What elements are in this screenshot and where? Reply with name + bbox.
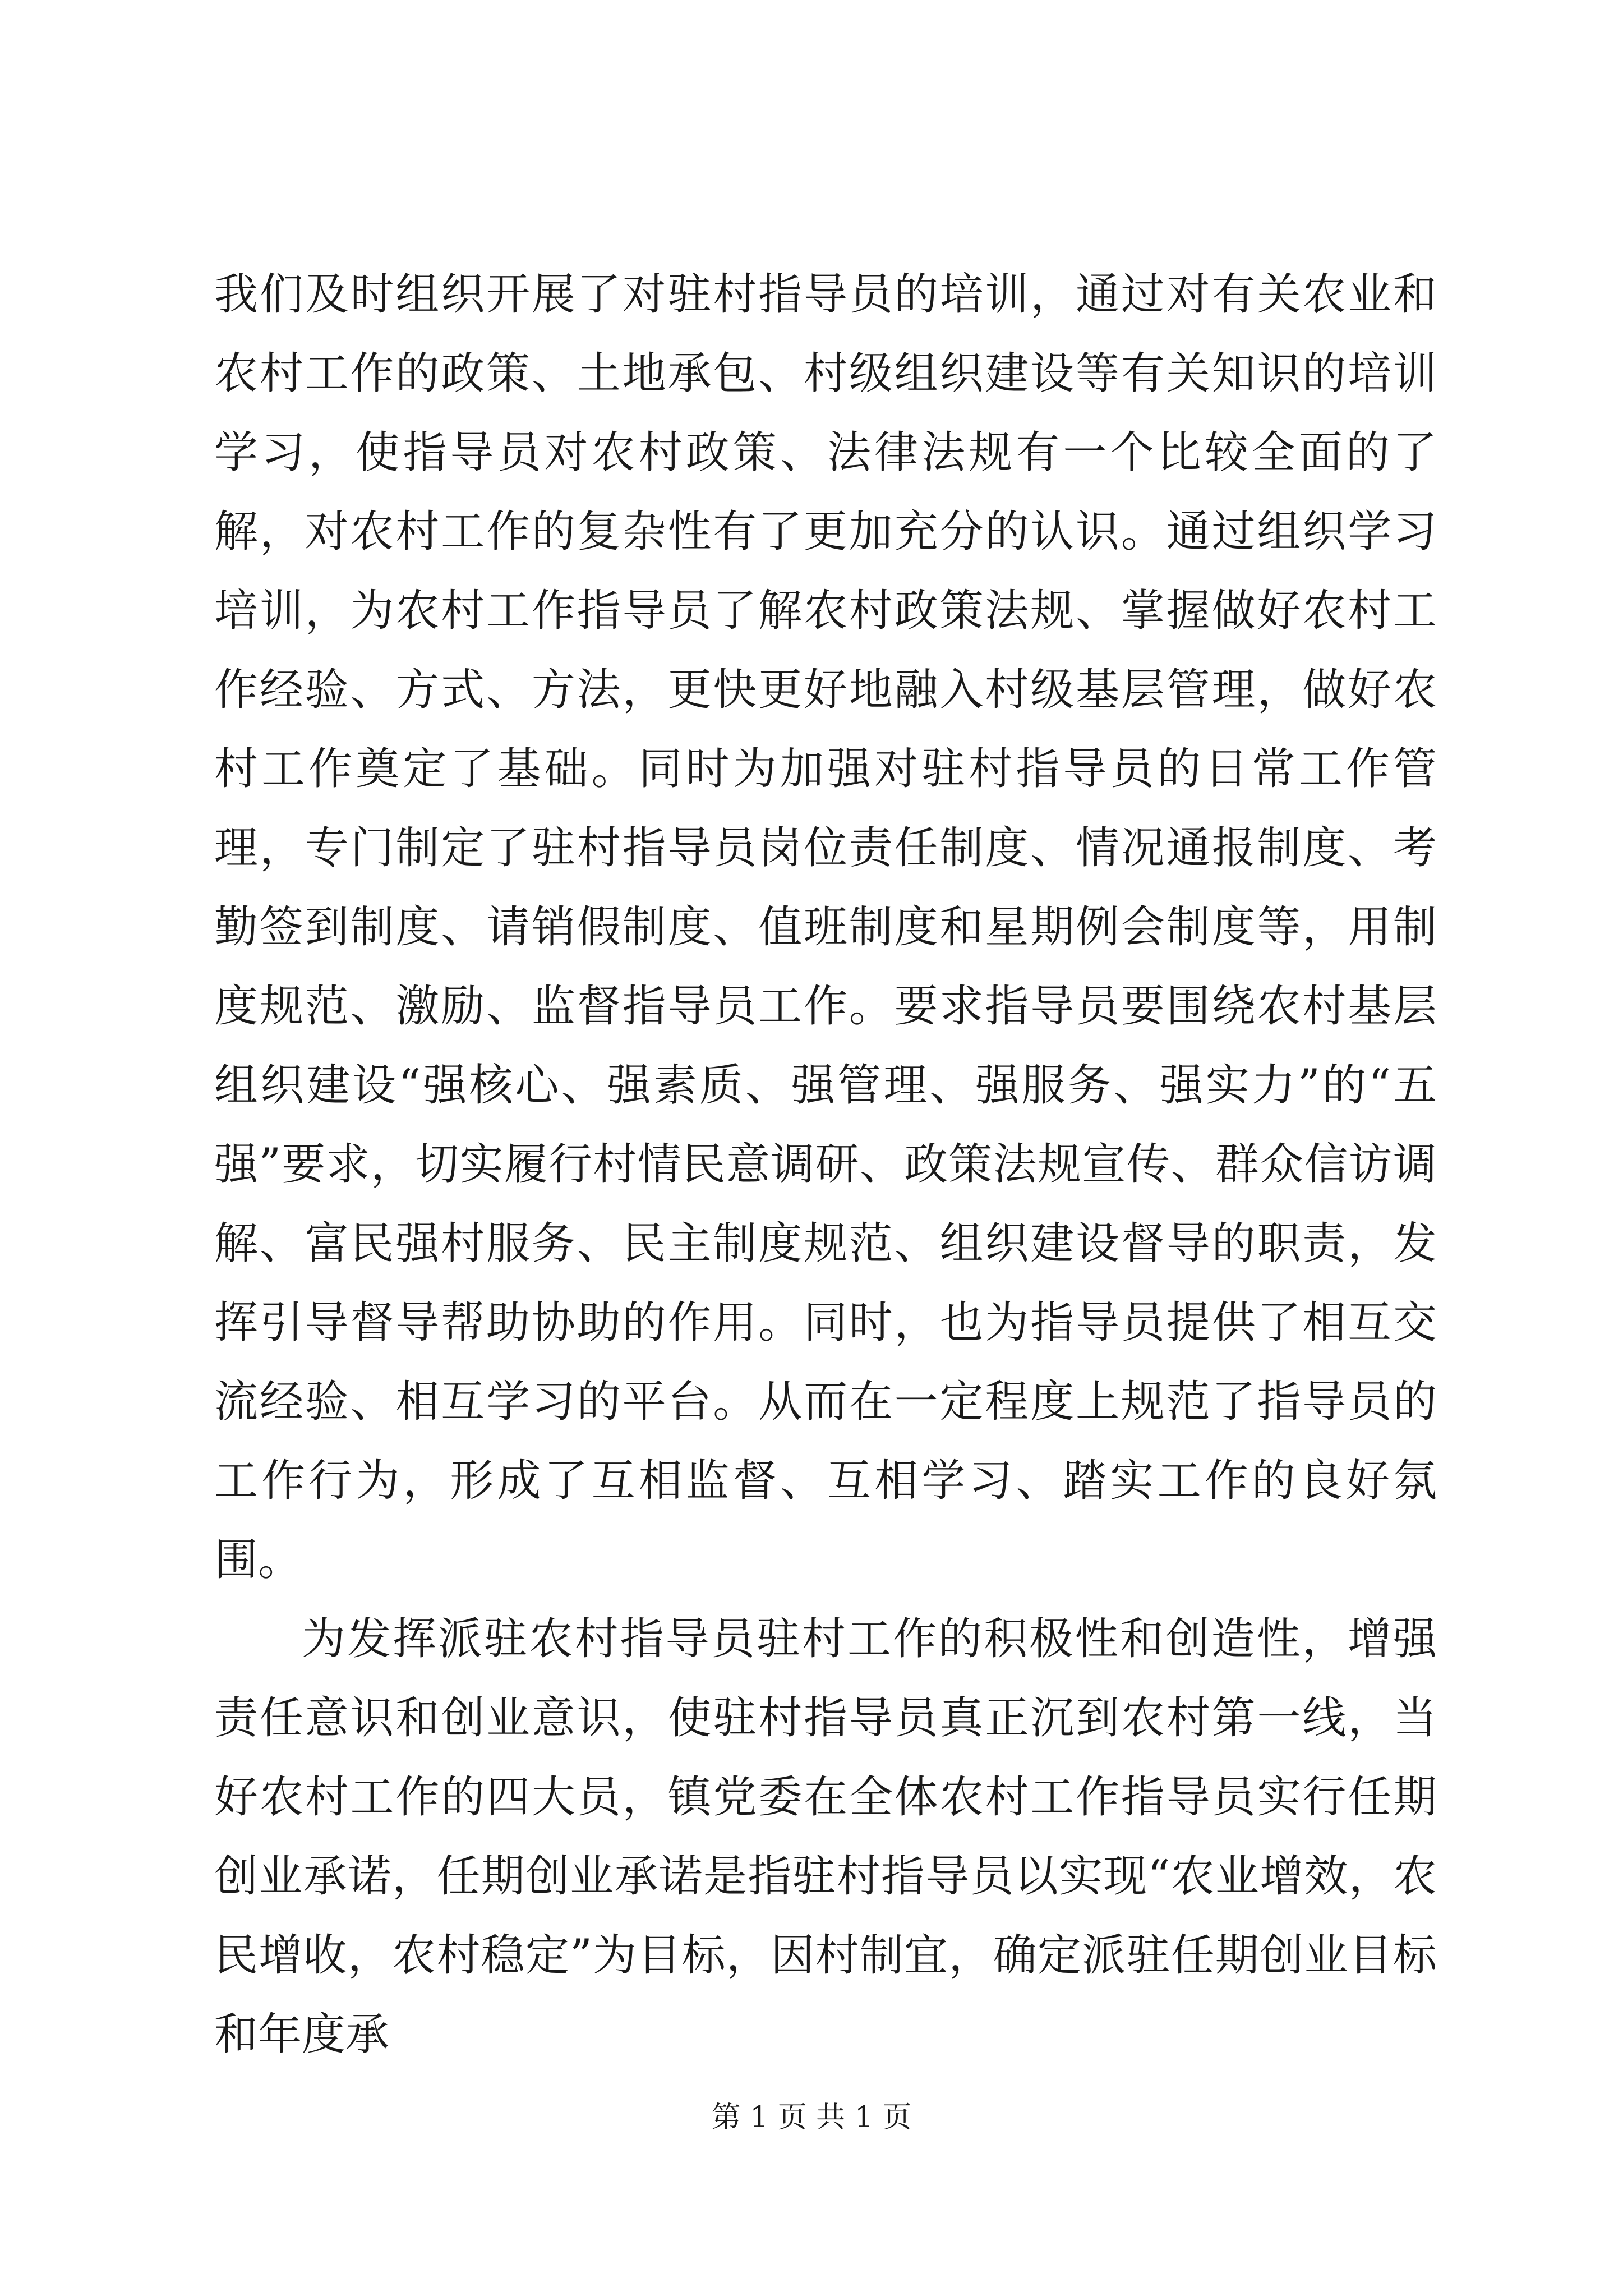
page-number-label: 第 1 页 共 1 页 <box>711 2101 912 2134</box>
body-text <box>214 255 1437 2074</box>
page-footer <box>0 2098 1623 2137</box>
paragraph-1: 我们及时组织开展了对驻村指导员的培训，通过对有关农业和农村工作的政策、土地承包、村级组织建设等有关知识的培训学习，使指导员对农村政策、法律法规有一个比较全面的了解，对农村工作的复杂性有了更加充分的认识。通过组织学习培训，为农村工作指导员了解农村政策法规、掌握做好农村工作经验、方式、方法，更快更好地融入村级基层管理，做好农村工作奠定了基础。同时为加强对驻村指导员的日常工作管理，专门制定了驻村指导员岗位责任制度、情况通报制度、考勤签到制度、请销假制度、值班制度和星期例会制度等，用制度规范、激励、监督指导员工作。要求指导员要围绕农村基层组织建设“强核心、强素质、强管理、强服务、强实力”的“五强”要求，切实履行村情民意调研、政策法规宣传、群众信访调解、富民强村服务、民主制度规范、组织建设督导的职责，发挥引导督导帮助协助的作用。同时，也为指导员提供了相互交流经验、相互学习的平台。从而在一定程度上规范了指导员的工作行为，形成了互相监督、互相学习、踏实工作的良好氛围。 <box>214 269 1437 1585</box>
paragraph-2: 为发挥派驻农村指导员驻村工作的积极性和创造性，增强责任意识和创业意识，使驻村指导员真正沉到农村第一线，当好农村工作的四大员，镇党委在全体农村工作指导员实行任期创业承诺，任期创业承诺是指驻村指导员以实现“农业增效，农民增收，农村稳定”为目标，因村制宜，确定派驻任期创业目标和年度承 <box>214 1614 1437 2060</box>
